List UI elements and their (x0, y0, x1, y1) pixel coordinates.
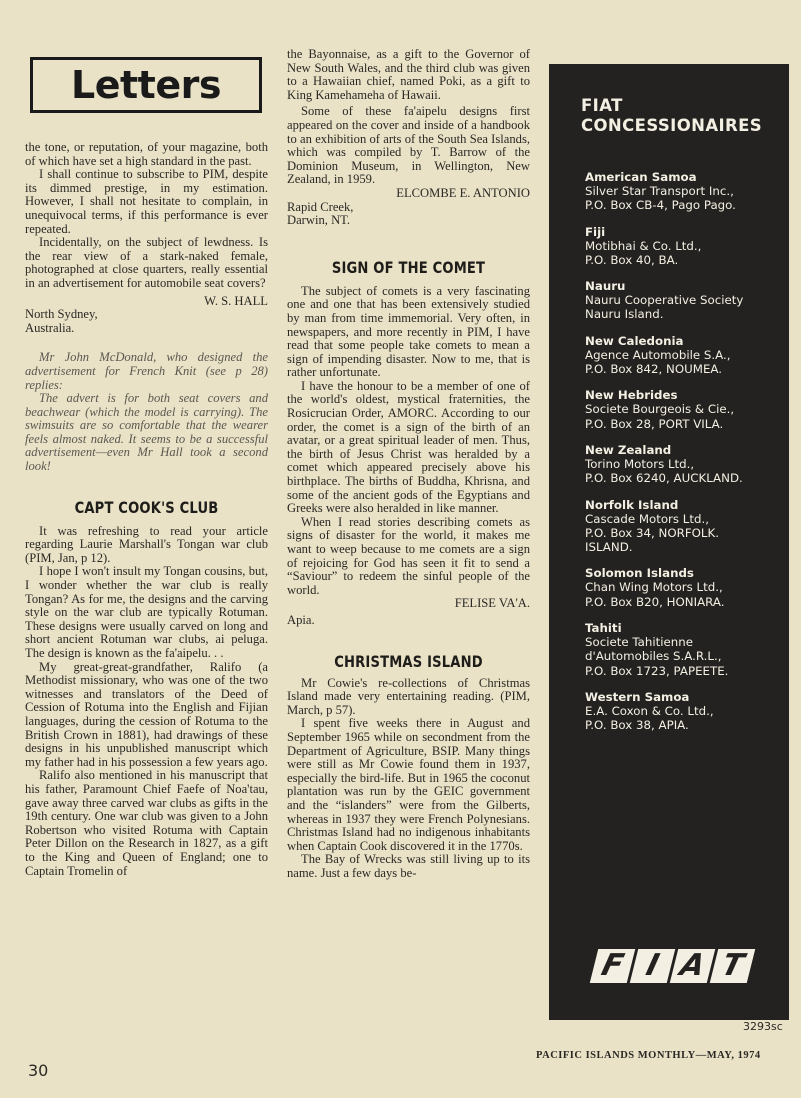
fiat-logo-letter: F (590, 949, 635, 983)
concessionaire-list (585, 170, 789, 745)
concessionaire-address-line: Cascade Motors Ltd., (585, 511, 709, 526)
concessionaire-country: American Samoa (585, 170, 697, 184)
fiat-logo (594, 949, 751, 983)
concessionaire-entry (585, 443, 789, 486)
cook-place-line1: Rapid Creek, (287, 199, 354, 214)
concessionaire-country: Norfolk Island (585, 497, 679, 512)
concessionaire-entry (585, 334, 789, 377)
concessionaire-address-line: Societe Bourgeois & Cie., (585, 402, 735, 417)
column-1 (25, 0, 268, 878)
concessionaire-address-line: P.O. Box 28, PORT VILA. (585, 416, 724, 431)
fiat-logo-letter: T (710, 949, 755, 983)
cook-place-line2: Darwin, NT. (287, 213, 351, 228)
reply-intro: Mr John McDonald, who designed the advertisement for French Knit (see p 28) replies: (25, 350, 268, 392)
ad-heading (581, 96, 791, 136)
concessionaire-address-line: Silver Star Transport Inc., (585, 184, 734, 198)
xmas-p1: Mr Cowie's re-collections of Christmas Island made very entertaining reading. (PIM, March, p 57). (287, 675, 530, 717)
hall-signature: W. S. HALL (204, 293, 268, 308)
cook-p2: I hope I won't insult my Tongan cousins, but, I wonder whether the war club is really Tongan? As for me, the designs and the carving style on the war club are typically Rotuman. These designs were usually carved on long and short ancient Rotuman war clubs, ai peluga. The design is known as the fa'aipelu. . . (25, 564, 268, 660)
concessionaire-address-line: Nauru Island. (585, 307, 664, 322)
page-title: Letters (71, 63, 221, 107)
cook-p6: Some of these fa'aipelu designs first appeared on the cover and inside of a handbook to an exhibition of arts of the South Sea Islands, which was compiled by T. Barrow of the Dominion Museum, in Wellington, New Zealand, in 1959. (287, 104, 530, 187)
concessionaire-address-line: Agence Automobile S.A., (585, 347, 731, 362)
concessionaire-address-line: Torino Motors Ltd., (585, 456, 695, 471)
xmas-heading: CHRISTMAS ISLAND (334, 651, 483, 671)
concessionaire-address-line: P.O. Box CB-4, Pago Pago. (585, 198, 736, 213)
cook-heading: CAPT COOK'S CLUB (74, 497, 219, 517)
comet-p2: I have the honour to be a member of one of the world's oldest, mystical fraternities, the Rosicrucian Order, AMORC. According to our order, the comet is a sign of the birth of an avatar, or a great spiritual leader of men. Thus, the birth of Jesus Christ was heralded by a comet which appeared precisely above his birthplace. The births of Buddha, Khrisna, and some of the ancient gods of the Egyptians and Greeks were also heralded in like manner. (287, 378, 530, 516)
concessionaire-address-line: Chan Wing Motors Ltd., (585, 580, 723, 595)
ad-heading-line2: CONCESSIONAIRES (581, 116, 763, 135)
xmas-p2: I spent five weeks there in August and September 1965 while on secondment from the Department of Agriculture, BSIP. Many things were still as Mr Cowie found them in 1937, especially the bird-life. But in 1965 the coconut plantation was run by the GEIC government and the “islanders” were from the Gilberts, whereas in 1937 they were French Polynesians. Christmas Island had no indigenous inhabitants when Captain Cook discovered it in the 1770s. (287, 716, 530, 853)
concessionaire-country: New Caledonia (585, 333, 684, 348)
cook-signature: ELCOMBE E. ANTONIO (396, 185, 530, 200)
concessionaire-entry (585, 170, 789, 213)
concessionaire-address-line: Societe Tahitienne (585, 635, 693, 650)
concessionaire-address-line: P.O. Box 40, BA. (585, 252, 679, 267)
reply-text: The advert is for both seat covers and beachwear (which the model is carrying). The swimsuits are so comfortable that the wearer feels almost naked. It seems to be a successful advertisement—even Mr Hall took a second look! (25, 391, 268, 474)
concessionaire-address-line: P.O. Box 1723, PAPEETE. (585, 663, 729, 678)
concessionaire-country: New Hebrides (585, 388, 678, 403)
cook-p4: Ralifo also mentioned in his manuscript that his father, Paramount Chief Faefe of Noa'tau, gave away three carved war clubs as gifts in the 19th century. One war club was given to a John Robertson who visited Rotuma with Captain Peter Dillon on the Research in 1827, as a gift to the King and Queen of England; one to Captain Tromelin of (25, 768, 268, 878)
concessionaire-country: Fiji (585, 224, 606, 239)
cook-p1: It was refreshing to read your article regarding Laurie Marshall's Tongan war club (PIM, Jan, p 12). (25, 523, 268, 565)
comet-heading: SIGN OF THE COMET (331, 257, 486, 277)
hall-letter-p3: Incidentally, on the subject of lewdness. Is the rear view of a stark-naked female, photographed at close quarters, really essential in an advertisement for automobile seat covers? (25, 235, 268, 290)
concessionaire-address-line: Motibhai & Co. Ltd., (585, 238, 702, 253)
comet-place: Apia. (287, 612, 315, 627)
concessionaire-entry (585, 498, 789, 555)
concessionaire-address-line: ISLAND. (585, 540, 633, 555)
concessionaire-address-line: P.O. Box 842, NOUMEA. (585, 362, 723, 377)
column-2 (287, 0, 530, 880)
hall-letter-p1: the tone, or reputation, of your magazine, both of which have set a high standard in the past. (25, 140, 268, 168)
concessionaire-country: Solomon Islands (585, 566, 694, 581)
fiat-advertisement (549, 64, 789, 1020)
concessionaire-entry (585, 621, 789, 678)
concessionaire-country: Tahiti (585, 621, 622, 636)
page-number: 30 (28, 1061, 49, 1080)
concessionaire-address-line: d'Automobiles S.A.R.L., (585, 649, 722, 664)
concessionaire-country: Nauru (585, 279, 626, 294)
concessionaire-country: New Zealand (585, 442, 672, 457)
xmas-p3: The Bay of Wrecks was still living up to its name. Just a few days be- (287, 852, 530, 880)
concessionaire-entry (585, 225, 789, 268)
concessionaire-address-line: E.A. Coxon & Co. Ltd., (585, 703, 714, 718)
concessionaire-address-line: P.O. Box 6240, AUCKLAND. (585, 471, 743, 486)
comet-p3: When I read stories describing comets as signs of disaster for the world, it makes me want to weep because to me comets are a sign of rejoicing for God has seen it fit to send a “Saviour” to redeem the sinful people of the world. (287, 514, 530, 597)
comet-signature: FELISE VA'A. (454, 596, 530, 611)
fiat-logo-letter: A (670, 949, 715, 983)
cook-p3: My great-great-grandfather, Ralifo (a Methodist missionary, who was one of the two witnesses and translators of the Deed of Cession of Rotuma into the English and Fijian languages, during the cession of Rotuma to the British Crown in 1881), had drawings of these designs in his unpublished manuscript which my father had in his possession a few years ago. (25, 659, 268, 769)
concessionaire-entry (585, 388, 789, 431)
concessionaire-address-line: Nauru Cooperative Society (585, 293, 744, 308)
hall-place-line1: North Sydney, (25, 307, 98, 322)
concessionaire-country: Western Samoa (585, 689, 690, 704)
concessionaire-address-line: P.O. Box 34, NORFOLK. (585, 525, 719, 540)
concessionaire-entry (585, 279, 789, 322)
fiat-logo-letter: I (630, 949, 675, 983)
hall-letter-p2: I shall continue to subscribe to PIM, despite its dimmed prestige, in my estimation. However, I shall not hesitate to complain, in unequivocal terms, if this performance is ever repeated. (25, 167, 268, 236)
ad-heading-line1: FIAT (581, 96, 623, 115)
cook-p5: the Bayonnaise, as a gift to the Governor of New South Wales, and the third club was given to a Hawaiian chief, named Poki, as a gift to King Kamehameha of Hawaii. (287, 47, 530, 102)
concessionaire-address-line: P.O. Box 38, APIA. (585, 718, 689, 733)
hall-place-line2: Australia. (25, 320, 75, 335)
comet-p1: The subject of comets is a very fascinating one and one that has been extensively studied by man from time immemorial. Very often, in newspapers, and more recently in PIM, I have read that some people take comets to mean a sign of impending disaster. Now to me, that is rather unfortunate. (287, 283, 530, 380)
concessionaire-address-line: P.O. Box B20, HONIARA. (585, 594, 725, 609)
concessionaire-entry (585, 566, 789, 609)
ad-code: 3293sc (743, 1020, 783, 1033)
publication-footer: PACIFIC ISLANDS MONTHLY—MAY, 1974 (536, 1050, 761, 1061)
concessionaire-entry (585, 690, 789, 733)
